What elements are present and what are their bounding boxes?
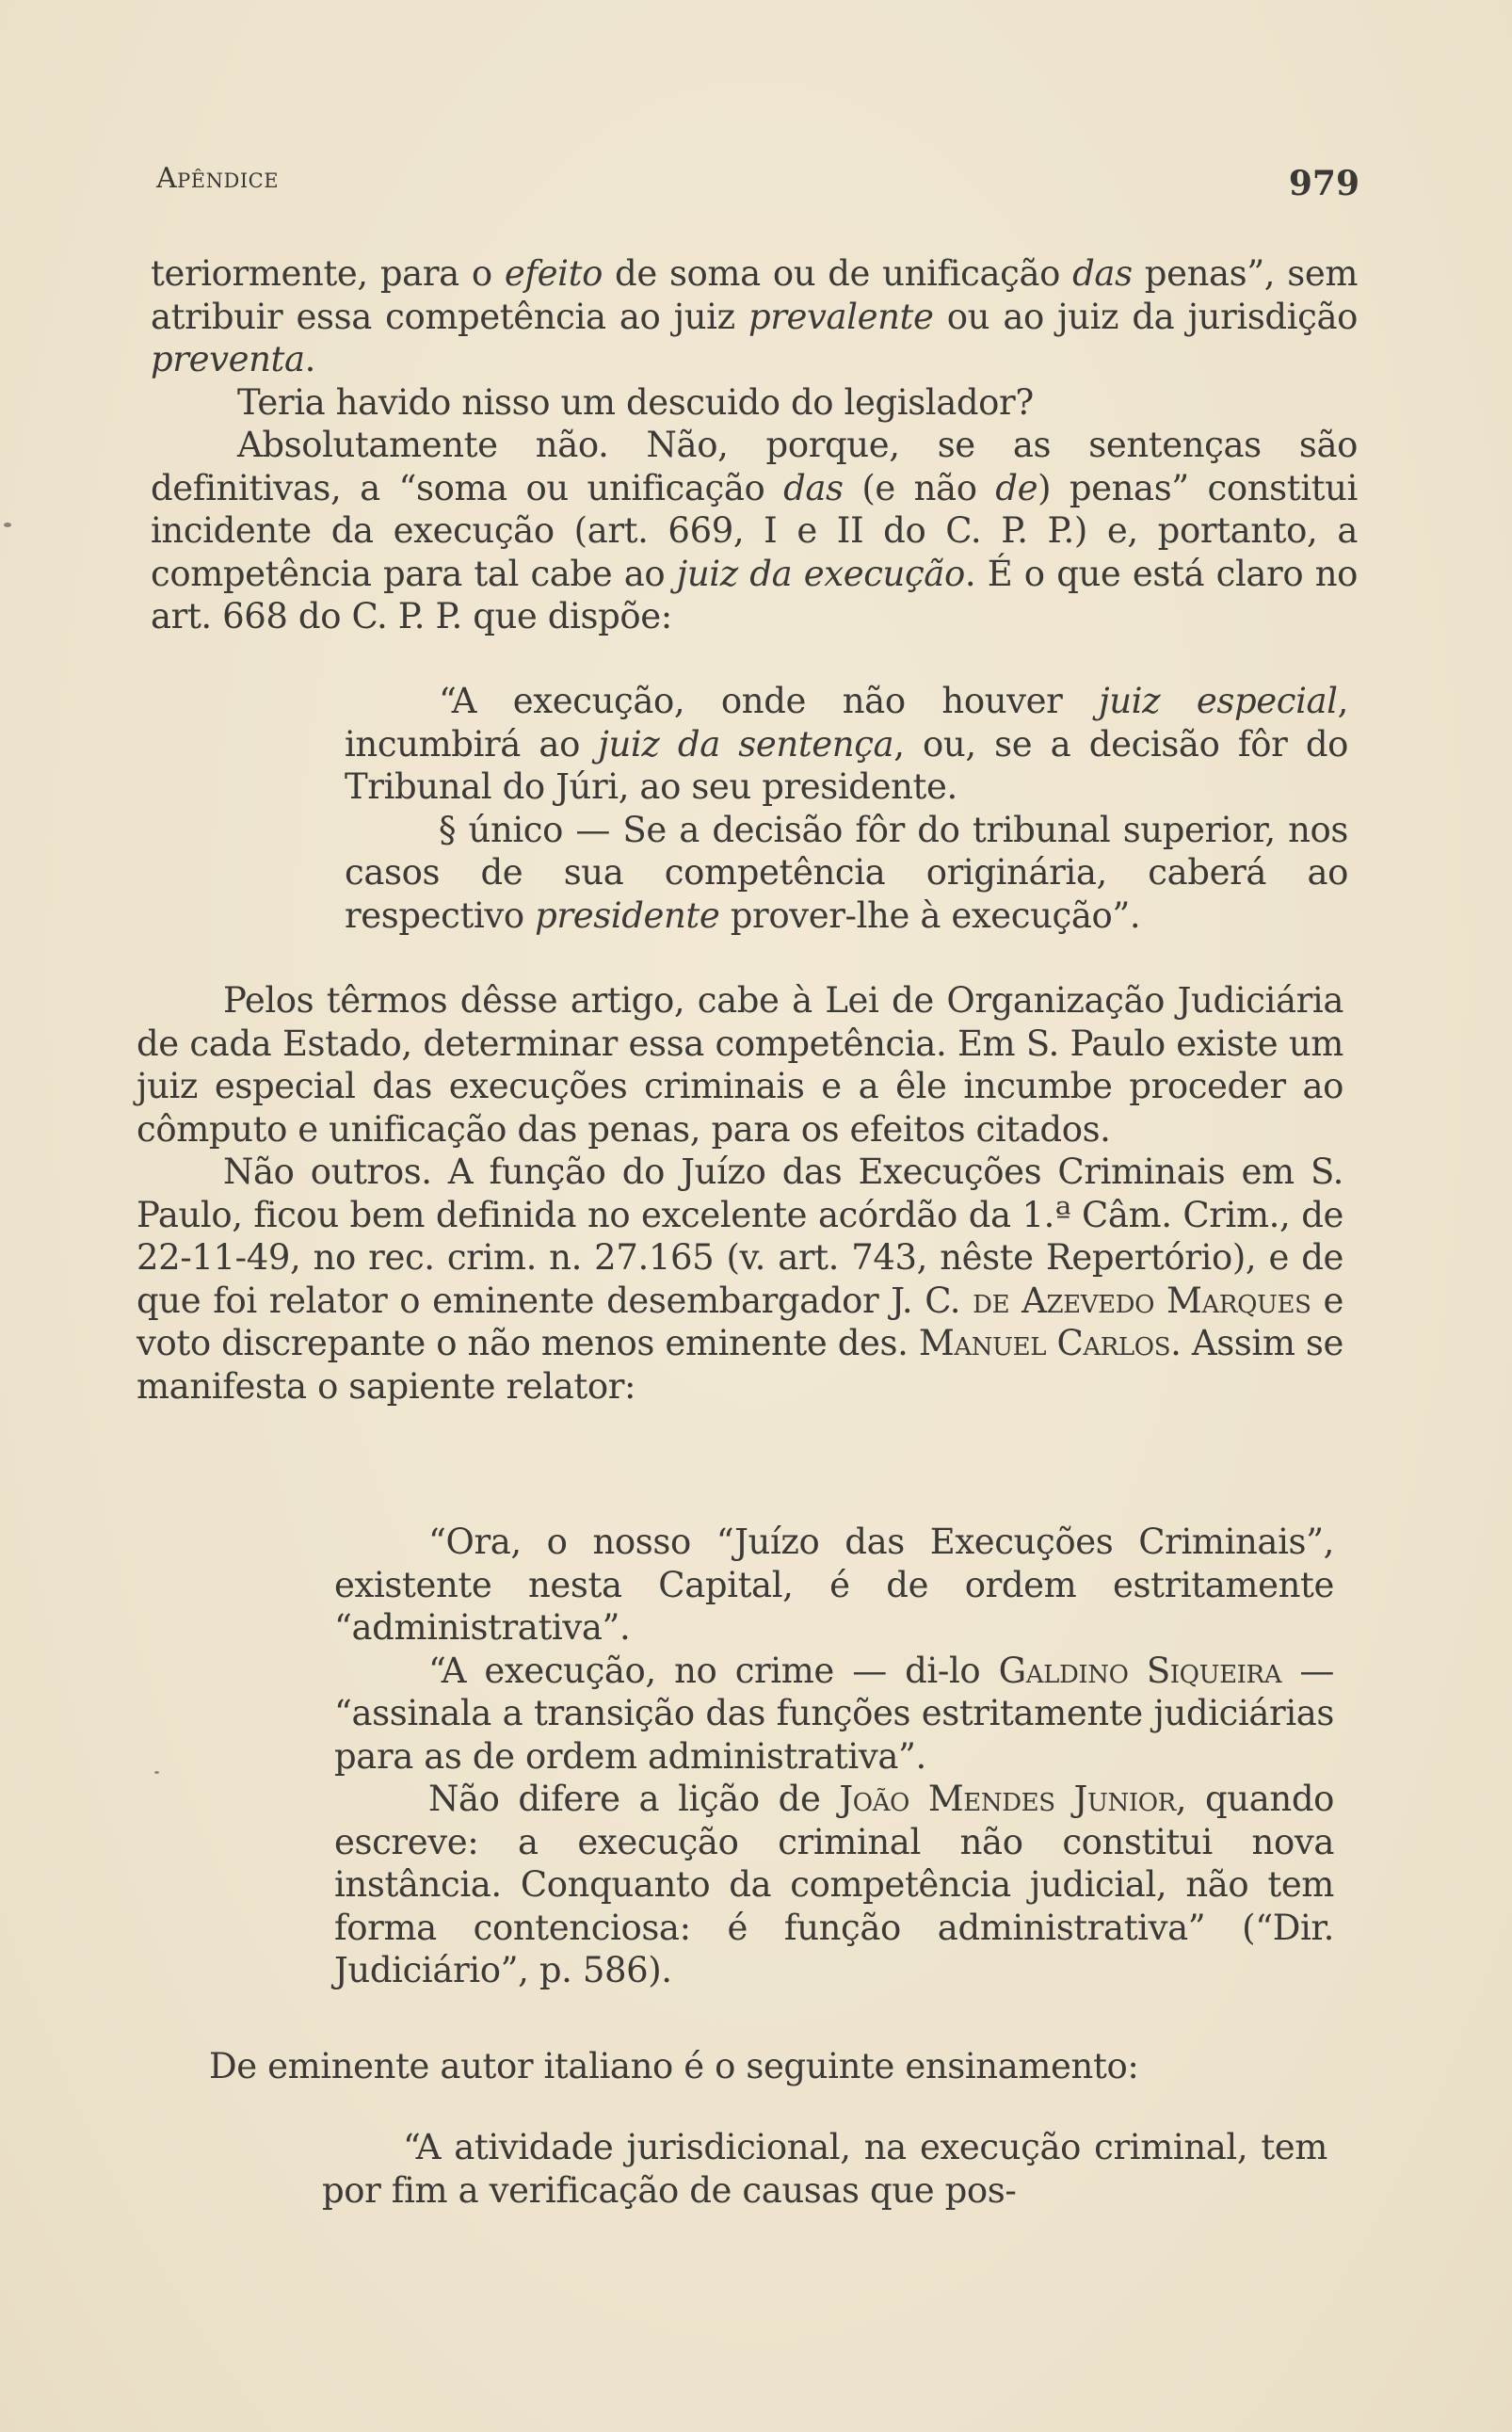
text-run: . xyxy=(304,339,316,379)
text-run: Não outros. A função do Juízo das Execuções Criminais em S. Paulo, ficou bem definida no excelente acórdão da 1.ª Câm. Crim., de 22-11-49, no rec. crim. n. 27.165 (v. art. 743, nêste Repertório), e de que foi relator o eminente desembargador J. C. xyxy=(137,1152,1343,1321)
quote-paragraph xyxy=(334,1778,1334,1992)
paragraph-answer xyxy=(151,424,1358,638)
italic-run: efeito xyxy=(504,253,603,294)
paragraph-question: Teria havido nisso um descuido do legislador? xyxy=(237,381,1034,423)
text-run: ) penas” constitui incidente da execução (art. 669, I e II do C. P. P.) e, portanto, a competência para tal cabe ao xyxy=(151,467,1358,594)
section-1 xyxy=(151,252,1358,638)
section-3 xyxy=(209,2045,1339,2088)
quote-paragraph-single xyxy=(345,809,1348,938)
author-name: Manuel Carlos xyxy=(918,1323,1171,1363)
text-run: — “assinala a transição das funções estritamente judiciárias para as de ordem administrativa”. xyxy=(334,1650,1334,1777)
text-run: e voto discrepante o não menos eminente des. xyxy=(137,1280,1343,1363)
italic-run: preventa xyxy=(151,339,305,379)
paragraph-lei-organizacao: Pelos têrmos dêsse artigo, cabe à Lei de Organização Judiciária de cada Estado, determinar essa competência. Em S. Paulo existe um juiz especial das execuções criminais e a êle incumbe proceder ao cômputo e unificação das penas, para os efeitos citados. xyxy=(137,980,1343,1150)
page-header xyxy=(156,162,1359,209)
paragraph-continuation xyxy=(151,252,1358,381)
text-run: § único — Se a decisão fôr do tribunal superior, nos casos de sua competência originária, caberá ao respectivo xyxy=(345,809,1348,936)
text-run: , incumbirá ao xyxy=(345,681,1348,765)
text-run: . É o que está claro no art. 668 do C. P. P. que dispõe: xyxy=(151,553,1359,636)
quote-paragraph: “A atividade jurisdicional, na execução criminal, tem por fim a verificação de causas que pos- xyxy=(322,2127,1327,2211)
text-run: , ou, se a decisão fôr do Tribunal do Júri, ao seu presidente. xyxy=(345,723,1348,807)
text-run: , quando escreve: a execução criminal não constitui nova instância. Conquanto da competência judicial, não tem forma contenciosa: é função administrativa” (“Dir. Judiciário”, p. 586). xyxy=(334,1779,1334,1990)
quote-article-668 xyxy=(345,680,1348,937)
italic-run: das xyxy=(783,467,844,508)
quote-relator xyxy=(334,1521,1334,1992)
quote-paragraph: “Ora, o nosso “Juízo das Execuções Criminais”, existente nesta Capital, é de ordem estritamente “administrativa”. xyxy=(334,1522,1334,1648)
text-run: “A execução, no crime — di-lo xyxy=(428,1650,999,1691)
italic-run: juiz especial xyxy=(1099,681,1338,721)
scan-speck xyxy=(154,1771,159,1774)
quote-italian-author xyxy=(322,2126,1327,2212)
author-name: João Mendes Junior xyxy=(839,1779,1176,1819)
running-head: Apêndice xyxy=(156,162,280,195)
text-run: Absolutamente não. Não, porque, se as sentenças são definitivas, a “soma ou unificação xyxy=(151,425,1358,508)
italic-run: prevalente xyxy=(748,296,934,337)
author-name: Galdino Siqueira xyxy=(998,1650,1282,1691)
author-name: de Azevedo Marques xyxy=(973,1280,1311,1321)
paragraph-autor-italiano: De eminente autor italiano é o seguinte ensinamento: xyxy=(209,2046,1139,2086)
page-number: 979 xyxy=(1288,164,1359,203)
italic-run: juiz da execução xyxy=(676,553,965,594)
quote-paragraph xyxy=(334,1650,1334,1779)
text-run: prover-lhe à execução”. xyxy=(719,894,1141,936)
text-run: penas”, sem atribuir essa competência ao juiz xyxy=(151,253,1359,337)
scan-speck xyxy=(4,523,11,527)
italic-run: de xyxy=(995,467,1038,508)
paragraph-nao-outros xyxy=(137,1151,1343,1408)
text-run: . Assim se manifesta o sapiente relator: xyxy=(137,1323,1343,1407)
text-run: teriormente, para o xyxy=(151,253,505,294)
text-run: de soma ou de unificação xyxy=(602,253,1073,294)
section-2 xyxy=(137,979,1343,1408)
text-run: ou ao juiz da jurisdição xyxy=(933,296,1358,337)
italic-run: presidente xyxy=(535,894,720,936)
italic-run: das xyxy=(1072,253,1133,294)
text-run: Não difere a lição de xyxy=(428,1779,840,1819)
italic-run: juiz da sentença xyxy=(598,723,894,765)
text-run: (e não xyxy=(843,467,996,508)
text-run: “A execução, onde não houver xyxy=(439,681,1100,721)
quote-paragraph xyxy=(345,680,1348,809)
